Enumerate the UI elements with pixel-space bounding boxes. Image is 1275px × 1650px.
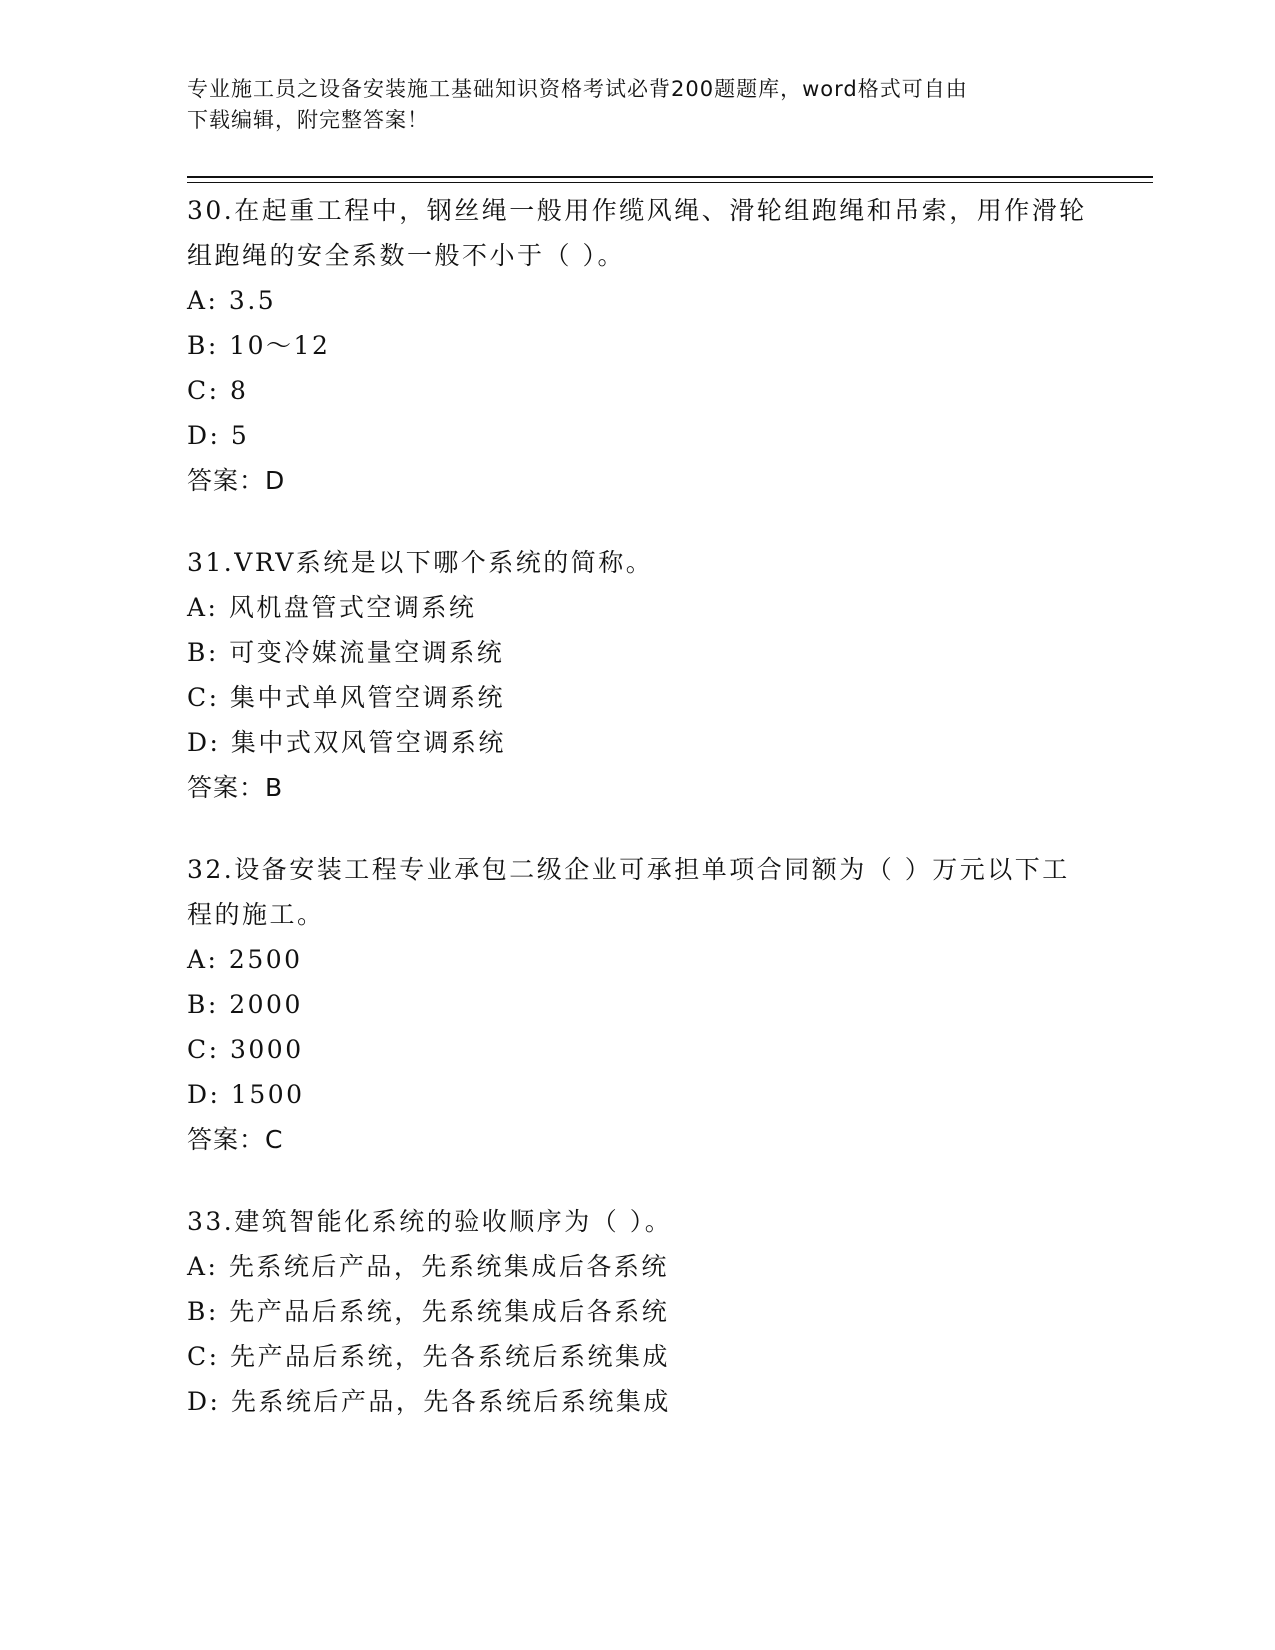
option-b: B: 2000 <box>187 990 303 1019</box>
question-list <box>187 188 1087 1461</box>
option-a: A: 2500 <box>187 945 303 974</box>
option-a: A: 先系统后产品，先系统集成后各系统 <box>187 1252 669 1281</box>
question-stem: 33.建筑智能化系统的验收顺序为（ ）。 <box>187 1207 673 1236</box>
option-d: D: 5 <box>187 421 250 450</box>
header-divider-thick <box>187 176 1153 178</box>
question-stem: 32.设备安装工程专业承包二级企业可承担单项合同额为（ ）万元以下工程的施工。 <box>187 855 1070 929</box>
question-31 <box>187 540 1087 810</box>
document-header <box>187 74 1067 136</box>
option-b: B: 先产品后系统，先系统集成后各系统 <box>187 1297 670 1326</box>
option-a: A: 3.5 <box>187 286 277 315</box>
option-c: C: 集中式单风管空调系统 <box>187 683 505 712</box>
option-d: D: 集中式双风管空调系统 <box>187 728 506 757</box>
option-a: A: 风机盘管式空调系统 <box>187 593 477 622</box>
question-33 <box>187 1199 1087 1424</box>
answer: 答案：B <box>187 773 284 802</box>
option-b: B: 10～12 <box>187 331 331 360</box>
question-stem: 31.VRV系统是以下哪个系统的简称。 <box>187 548 654 577</box>
option-c: C: 先产品后系统，先各系统后系统集成 <box>187 1342 670 1371</box>
answer: 答案：D <box>187 466 286 495</box>
question-32 <box>187 847 1087 1162</box>
option-d: D: 1500 <box>187 1080 305 1109</box>
question-stem: 30.在起重工程中，钢丝绳一般用作缆风绳、滑轮组跑绳和吊索，用作滑轮组跑绳的安全系数一般不小于（ ）。 <box>187 196 1087 270</box>
option-b: B: 可变冷媒流量空调系统 <box>187 638 505 667</box>
option-d: D: 先系统后产品，先各系统后系统集成 <box>187 1387 671 1416</box>
header-divider-thin <box>187 182 1153 183</box>
option-c: C: 8 <box>187 376 249 405</box>
header-line-1: 专业施工员之设备安装施工基础知识资格考试必背200题题库，word格式可自由 <box>187 77 968 101</box>
header-line-2: 下载编辑，附完整答案！ <box>187 108 429 132</box>
question-30 <box>187 188 1087 503</box>
option-c: C: 3000 <box>187 1035 304 1064</box>
answer: 答案：C <box>187 1125 284 1154</box>
